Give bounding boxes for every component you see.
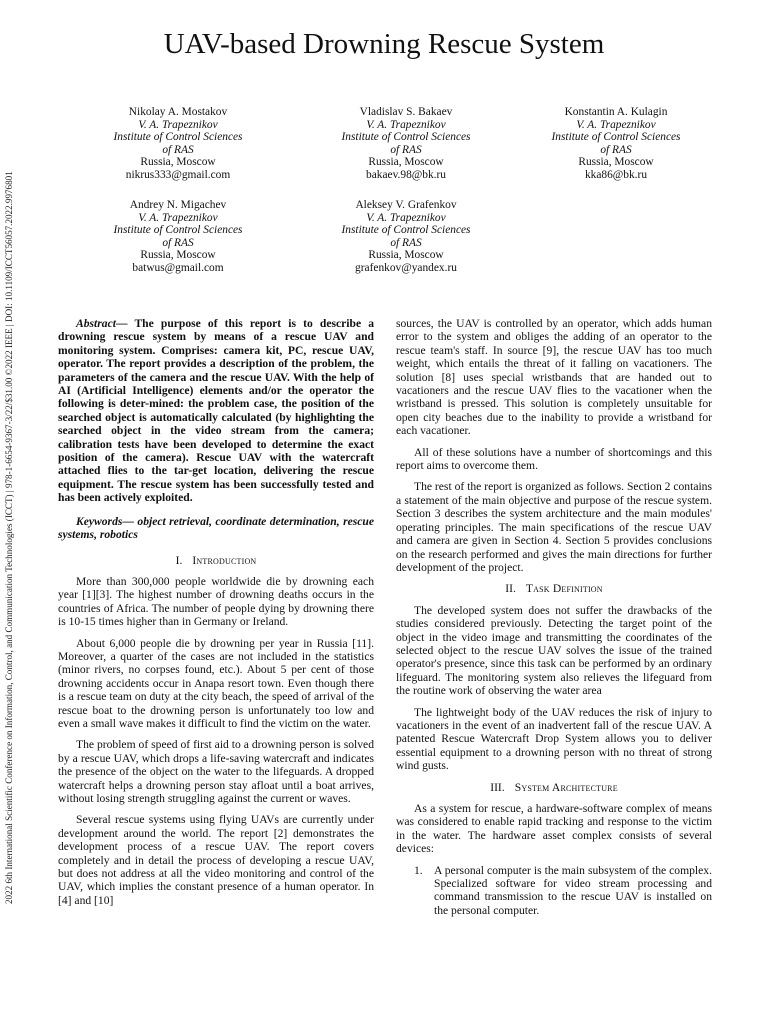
- author-affiliation: of RAS: [162, 236, 194, 249]
- section-number: II.: [505, 582, 516, 596]
- author-affiliation: of RAS: [390, 143, 422, 156]
- author-block: [316, 106, 496, 182]
- paragraph: The problem of speed of first aid to a drowning person is solved by a rescue UAV, which drops a life-saving watercraft and indicates the presence of the object on the water to the lifeguards. A dropped watercraft helps a drowning person stay afloat until a boat arrives, without losing strength struggling against the current or waves.: [58, 738, 374, 805]
- author-name: Konstantin A. Kulagin: [564, 106, 668, 118]
- paragraph: All of these solutions have a number of shortcomings and this report aims to overcome them.: [396, 445, 712, 473]
- author-name: Nikolay A. Mostakov: [128, 106, 228, 118]
- left-column: [58, 317, 374, 915]
- section-title: System Architecture: [514, 780, 618, 794]
- section-number: III.: [490, 780, 505, 794]
- author-affiliation: of RAS: [390, 236, 422, 249]
- right-column: [396, 317, 712, 921]
- author-location: Russia, Moscow: [140, 249, 216, 262]
- author-affiliation: Institute of Control Sciences: [341, 131, 471, 144]
- abstract-text: The purpose of this report is to describe a drowning rescue system by means of a rescue UAV and monitoring system. Comprises: camera kit, PC, rescue UAV, operator. The report provides a description of the problem, the parameters of the camera and the rescue UAV. With the help of AI (Artificial Intelligence) elements and/or the operator the following is deter-mined: the problem case, the position of the searched object is automatically calculated (by highlighting the searched object in the video stream from the camera; calibration tests have been developed to determine the exact position of the camera). Rescue UAV with the watercraft attached flies to the tar-get location, delivering the rescue equipment. The rescue system has been successfully tested and has been actively exploited.: [58, 317, 374, 505]
- author-block: [526, 106, 706, 182]
- author-block: [88, 106, 268, 182]
- author-name: Andrey N. Migachev: [129, 199, 227, 211]
- author-affiliation: V. A. Trapeznikov: [366, 211, 446, 224]
- author-name: Vladislav S. Bakaev: [359, 106, 453, 118]
- author-email: grafenkov@yandex.ru: [355, 261, 457, 274]
- author-block: [316, 199, 496, 275]
- author-affiliation: Institute of Control Sciences: [113, 131, 243, 144]
- author-affiliation: of RAS: [162, 143, 194, 156]
- section-title: Task Definition: [525, 582, 603, 596]
- author-email: bakaev.98@bk.ru: [366, 168, 446, 181]
- paragraph: The developed system does not suffer the drawbacks of the studies considered previously. Detecting the target point of the object in the video image and transmitting the coordinates of the selected object to the rescue UAV solves the issue of the trained operator's presence, since this task can be performed by an ordinary lifeguard. The monitoring system also relieves the lifeguard from the routine work of observing the water area: [396, 603, 712, 698]
- author-location: Russia, Moscow: [368, 156, 444, 169]
- paragraph: The lightweight body of the UAV reduces the risk of injury to vacationers in the event of an inadvertent fall of the rescue UAV. A patented Rescue Watercraft Drop System allows you to deliver essential equipment to a drowning person with no threat of strong wind gusts.: [396, 705, 712, 773]
- paragraph: As a system for rescue, a hardware-software complex of means was considered to enable rapid tracking and response to the victim in the water. The hardware asset complex consists of several devices:: [396, 802, 712, 856]
- list-item: [414, 864, 712, 918]
- author-affiliation: Institute of Control Sciences: [113, 224, 243, 237]
- abstract: [58, 317, 374, 505]
- author-location: Russia, Moscow: [140, 156, 216, 169]
- abstract-label: Abstract—: [76, 317, 128, 330]
- section-heading-task-definition: [396, 582, 712, 595]
- section-title: Introduction: [192, 553, 257, 567]
- paragraph: Several rescue systems using flying UAVs are currently under development around the world. The report [2] demonstrates the development process of a rescue UAV. The report covers completely and in detail the process of developing a rescue UAV, but does not address at all the video monitoring and control of the UAV, which implies the constant presence of a human operator. In [4] and [10]: [58, 813, 374, 907]
- author-affiliation: Institute of Control Sciences: [551, 131, 681, 144]
- paper-title: UAV-based Drowning Rescue System: [163, 28, 605, 60]
- author-name: Aleksey V. Grafenkov: [355, 199, 457, 211]
- section-number: I.: [175, 553, 183, 567]
- author-affiliation: V. A. Trapeznikov: [366, 118, 446, 131]
- list-text: A personal computer is the main subsystem of the complex. Specialized software for video stream processing and command transmission to the rescue UAV is installed on the personal computer.: [434, 863, 712, 917]
- section-heading-introduction: [58, 554, 374, 567]
- author-location: Russia, Moscow: [368, 249, 444, 262]
- author-affiliation: V. A. Trapeznikov: [138, 118, 218, 131]
- author-affiliation: V. A. Trapeznikov: [138, 211, 218, 224]
- paragraph: About 6,000 people die by drowning per year in Russia [11]. Moreover, a quarter of the cases are not included in the statistics (minor rivers, no corpses found, etc.). About 5 per cent of those drowning accidents occur in Anapa resort town. Even though there is a rescue team on duty at the city beach, the speed of arrival of the rescue boat to the drowning person is unfortunately too low and even a small wave makes it difficult to find the victim on the water.: [58, 636, 374, 730]
- author-affiliation: Institute of Control Sciences: [341, 224, 471, 237]
- conference-side-note: 2022 6th International Scientific Conference on Information, Control, and Communication Technologies (ICCT) | 978-1-6654-9367-3/22/$31.00 ©2022 IEEE | DOI: 10.1109/ICCT56057.2022.9976801: [4, 171, 14, 904]
- author-email: batwus@gmail.com: [132, 261, 224, 274]
- keywords-label: Keywords—: [76, 514, 134, 528]
- list-number: 1.: [414, 863, 423, 877]
- author-affiliation: V. A. Trapeznikov: [576, 118, 656, 131]
- paragraph: sources, the UAV is controlled by an operator, which adds human error to the system and obliges the adding of an operator to the rescue team's staff. In source [9], the rescue UAV has too much weight, which entails the threat of it falling on vacationers. The solution [8] uses special wristbands that are handed out to vacationers and the rescue UAV flies to the vacationer when the wristband is pressed. This solution is completely unsuitable for open city beaches due to the inability to provide a wristband for each vacationer.: [396, 317, 712, 438]
- paragraph: The rest of the report is organized as follows. Section 2 contains a statement of the main objective and purpose of the rescue system. Section 3 describes the system architecture and the main modules' operating principles. The main specifications of the rescue UAV and camera are given in Section 4. Section 5 provides conclusions on the research performed and gives the main directions for further development of the project.: [396, 480, 712, 574]
- paragraph: More than 300,000 people worldwide die by drowning each year [1][3]. The highest number of drowning deaths occurs in the countries of Africa. The number of people dying by drowning there is 10-15 times higher than in Germany or Ireland.: [58, 574, 374, 629]
- author-location: Russia, Moscow: [578, 156, 654, 169]
- author-email: nikrus333@gmail.com: [125, 168, 231, 181]
- keywords: [58, 515, 374, 542]
- author-affiliation: of RAS: [600, 143, 632, 156]
- keywords-text: object retrieval, coordinate determination, rescue systems, robotics: [58, 514, 374, 542]
- author-block: [88, 199, 268, 275]
- author-email: kka86@bk.ru: [584, 168, 648, 181]
- section-heading-system-architecture: [396, 781, 712, 794]
